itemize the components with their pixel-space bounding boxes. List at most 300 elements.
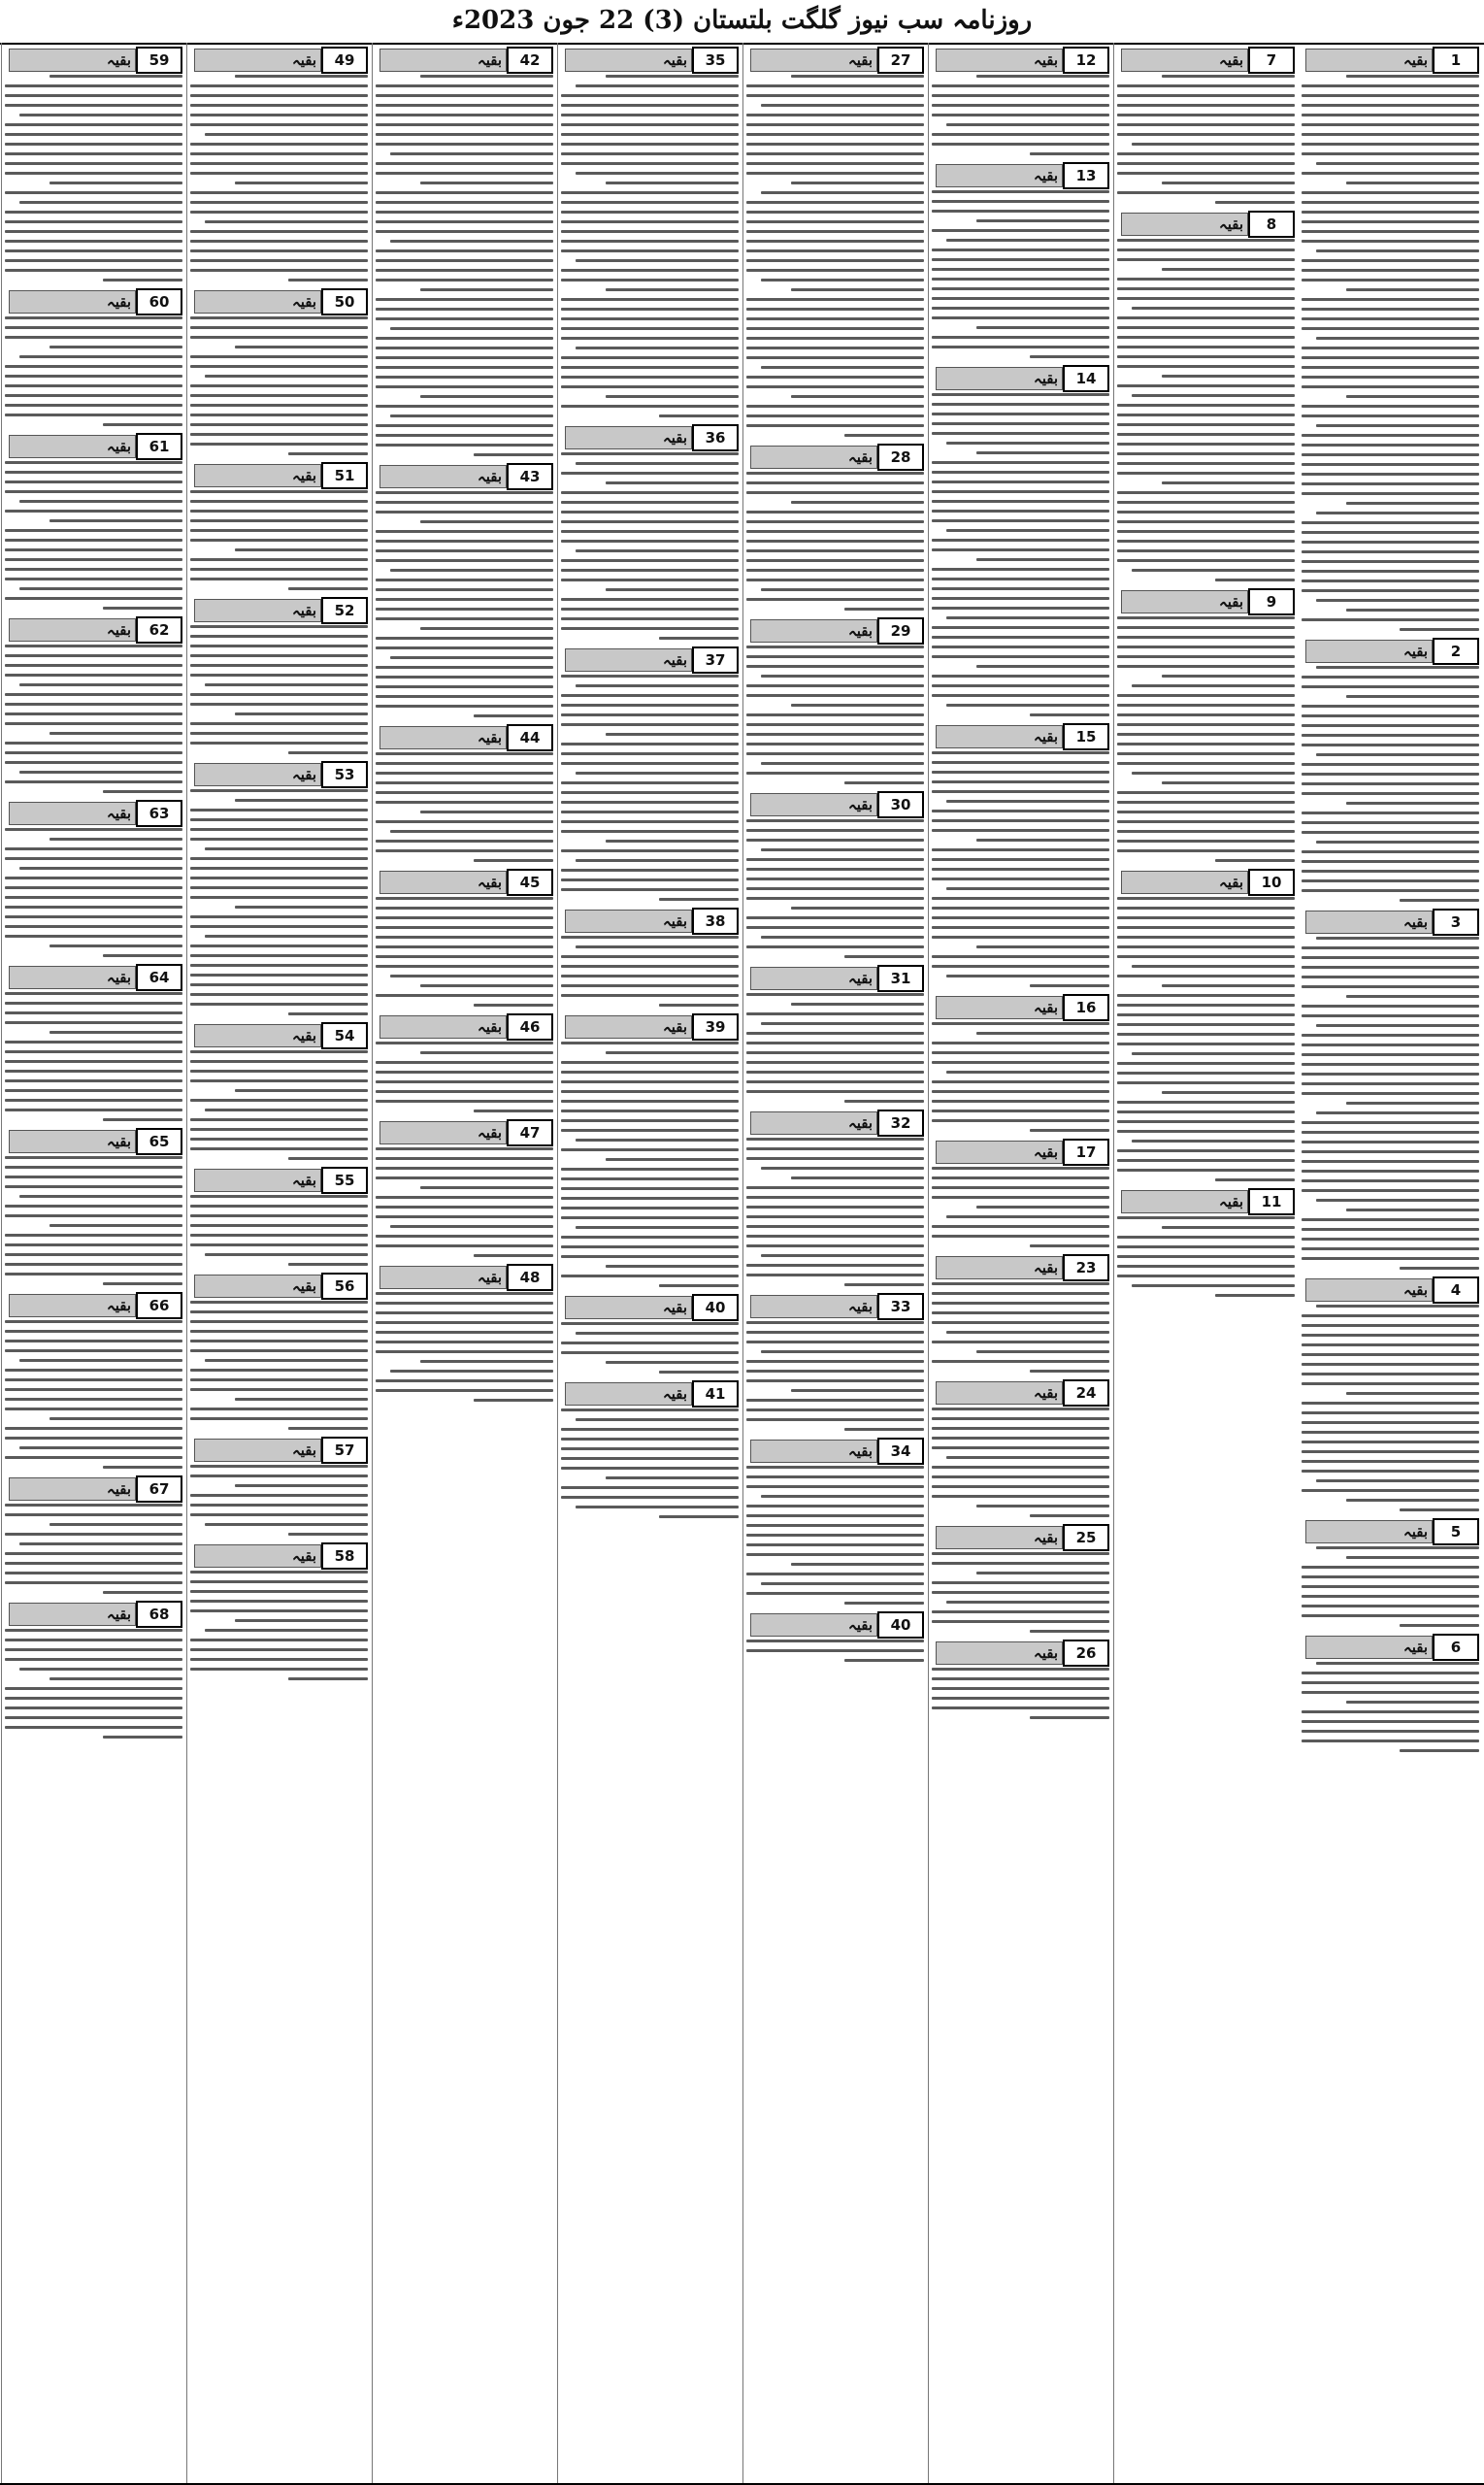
- text-line: [746, 327, 924, 330]
- text-line: [1302, 114, 1479, 116]
- continuation-block: [5, 616, 182, 793]
- text-line: [576, 772, 739, 775]
- text-line: [561, 1457, 739, 1460]
- text-line: [5, 375, 182, 378]
- text-line: [376, 1196, 553, 1199]
- text-line: [932, 307, 1109, 310]
- continuation-block: [376, 869, 553, 1007]
- article-text-body: [5, 828, 182, 957]
- continuation-label: بقیہ: [106, 969, 131, 986]
- text-line: [1302, 763, 1479, 766]
- text-line: [103, 1118, 182, 1121]
- text-line: [103, 1591, 182, 1594]
- text-line: [561, 1187, 739, 1190]
- continuation-block: [561, 424, 739, 640]
- text-line: [5, 1533, 182, 1536]
- text-line: [49, 1523, 182, 1526]
- text-line: [235, 548, 368, 551]
- text-line: [561, 1216, 739, 1219]
- text-line: [932, 278, 1109, 281]
- continuation-label-bar: [194, 290, 321, 314]
- text-line: [746, 1244, 924, 1247]
- text-line: [946, 887, 1109, 890]
- continuation-number-badge: 35: [692, 47, 739, 74]
- text-line: [5, 1398, 182, 1401]
- text-line: [1117, 540, 1295, 543]
- article-text-body: [1302, 666, 1479, 902]
- text-line: [746, 123, 924, 126]
- text-line: [190, 1079, 368, 1082]
- text-line: [1117, 926, 1295, 929]
- text-line: [1302, 1082, 1479, 1085]
- text-line: [561, 1322, 739, 1325]
- text-line: [5, 104, 182, 107]
- continuation-header: [190, 1022, 368, 1047]
- continuation-block: [376, 47, 553, 456]
- text-line: [1302, 792, 1479, 795]
- continuation-number-badge: 3: [1433, 909, 1479, 936]
- text-line: [5, 404, 182, 407]
- text-line: [5, 1629, 182, 1632]
- continuation-block: [1117, 588, 1295, 862]
- text-line: [288, 1157, 368, 1160]
- text-line: [1117, 820, 1295, 823]
- continuation-label-bar: [9, 49, 136, 72]
- text-line: [761, 279, 924, 282]
- text-line: [746, 559, 924, 562]
- text-line: [561, 356, 739, 359]
- continuation-block: [190, 47, 368, 282]
- text-line: [1030, 355, 1109, 358]
- text-line: [5, 1060, 182, 1063]
- text-line: [932, 1706, 1109, 1709]
- text-line: [376, 772, 553, 775]
- continuation-header: [190, 1167, 368, 1192]
- text-line: [190, 510, 368, 513]
- text-line: [190, 1609, 368, 1612]
- text-line: [932, 1110, 1109, 1112]
- text-line: [420, 520, 553, 523]
- continuation-label-bar: [1121, 590, 1248, 613]
- text-line: [376, 695, 553, 698]
- continuation-label: بقیہ: [477, 1124, 502, 1142]
- text-line: [1117, 114, 1295, 116]
- text-line: [1302, 1257, 1479, 1260]
- text-line: [932, 1186, 1109, 1189]
- text-line: [746, 1408, 924, 1411]
- text-line: [746, 1321, 924, 1324]
- text-line: [561, 1071, 739, 1074]
- text-line: [49, 1031, 182, 1034]
- text-line: [1302, 191, 1479, 194]
- text-line: [376, 1042, 553, 1044]
- continuation-number-badge: 40: [877, 1611, 924, 1639]
- text-line: [1400, 1508, 1479, 1511]
- text-line: [190, 1474, 368, 1477]
- text-line: [376, 114, 553, 116]
- text-line: [1302, 705, 1479, 708]
- continuation-label: بقیہ: [291, 1441, 316, 1459]
- text-line: [606, 395, 739, 398]
- text-line: [5, 1427, 182, 1430]
- text-line: [791, 1003, 924, 1006]
- text-line: [561, 530, 739, 533]
- text-line: [946, 616, 1109, 619]
- text-line: [561, 1168, 739, 1171]
- text-line: [376, 945, 553, 948]
- text-line: [932, 1100, 1109, 1103]
- text-line: [1302, 240, 1479, 243]
- continuation-label: بقیہ: [662, 651, 687, 669]
- text-line: [5, 414, 182, 416]
- text-line: [190, 1417, 368, 1420]
- continuation-header: [1302, 909, 1479, 934]
- text-line: [761, 1495, 924, 1498]
- text-line: [1302, 1063, 1479, 1066]
- text-line: [19, 683, 182, 686]
- text-line: [288, 1533, 368, 1536]
- text-line: [103, 1736, 182, 1739]
- text-line: [1302, 1373, 1479, 1375]
- article-text-body: [932, 1282, 1109, 1373]
- text-line: [376, 269, 553, 272]
- continuation-block: [190, 288, 368, 455]
- continuation-label: بقیہ: [1218, 1193, 1243, 1210]
- text-line: [561, 975, 739, 977]
- text-line: [932, 868, 1109, 871]
- text-line: [190, 818, 368, 821]
- text-line: [932, 1360, 1109, 1363]
- continuation-number-badge: 54: [321, 1022, 368, 1049]
- text-line: [376, 840, 553, 843]
- text-line: [190, 355, 368, 358]
- continuation-block: [376, 1119, 553, 1257]
- continuation-block: [5, 1128, 182, 1285]
- text-line: [1162, 781, 1295, 784]
- continuation-header: [746, 1438, 924, 1463]
- text-line: [561, 1061, 739, 1064]
- text-line: [1117, 152, 1295, 155]
- text-line: [576, 347, 739, 349]
- text-line: [561, 201, 739, 204]
- text-line: [5, 1572, 182, 1574]
- text-line: [190, 964, 368, 967]
- text-line: [1346, 1209, 1479, 1211]
- text-line: [5, 326, 182, 329]
- text-line: [1302, 889, 1479, 892]
- continuation-label: بقیہ: [291, 467, 316, 484]
- text-line: [5, 828, 182, 831]
- text-line: [932, 1225, 1109, 1228]
- text-line: [932, 480, 1109, 483]
- text-line: [190, 1070, 368, 1073]
- text-line: [288, 1427, 368, 1430]
- text-line: [746, 317, 924, 320]
- text-line: [190, 1320, 368, 1323]
- text-line: [190, 326, 368, 329]
- text-line: [5, 480, 182, 483]
- text-line: [932, 1235, 1109, 1238]
- text-line: [190, 568, 368, 571]
- text-line: [932, 84, 1109, 87]
- text-line: [1117, 162, 1295, 165]
- continuation-label-bar: [936, 1641, 1063, 1665]
- text-line: [190, 201, 368, 204]
- continuation-label: بقیہ: [1033, 1644, 1058, 1662]
- text-line: [791, 501, 924, 504]
- text-line: [190, 211, 368, 214]
- text-line: [49, 75, 182, 78]
- text-line: [205, 375, 368, 378]
- article-text-body: [1302, 75, 1479, 631]
- article-text-body: [1302, 1305, 1479, 1511]
- text-line: [746, 1379, 924, 1382]
- text-line: [5, 992, 182, 995]
- text-line: [376, 849, 553, 852]
- continuation-label: بقیہ: [291, 293, 316, 311]
- text-line: [932, 771, 1109, 774]
- text-line: [190, 722, 368, 725]
- continuation-header: [1117, 47, 1295, 72]
- text-line: [49, 1677, 182, 1680]
- article-text-body: [5, 1504, 182, 1594]
- text-line: [5, 316, 182, 319]
- text-line: [1030, 1129, 1109, 1132]
- text-line: [1117, 665, 1295, 668]
- text-line: [576, 1226, 739, 1229]
- text-line: [1132, 684, 1295, 687]
- text-line: [1316, 1024, 1479, 1027]
- text-line: [1400, 1267, 1479, 1270]
- article-text-body: [932, 1022, 1109, 1132]
- text-line: [576, 84, 739, 87]
- continuation-label-bar: [194, 1439, 321, 1462]
- text-line: [1302, 860, 1479, 863]
- text-line: [1117, 1149, 1295, 1152]
- text-line: [561, 123, 739, 126]
- text-line: [190, 1658, 368, 1661]
- text-line: [932, 1427, 1109, 1430]
- text-line: [1302, 152, 1479, 155]
- text-line: [376, 491, 553, 494]
- continuation-number-badge: 65: [136, 1128, 182, 1155]
- text-line: [19, 114, 182, 116]
- text-line: [1316, 841, 1479, 844]
- text-line: [932, 607, 1109, 610]
- text-line: [5, 94, 182, 97]
- text-line: [376, 444, 553, 447]
- text-line: [1302, 1720, 1479, 1723]
- continuation-label-bar: [1121, 49, 1248, 72]
- text-line: [5, 1185, 182, 1188]
- continuation-number-badge: 14: [1063, 365, 1109, 392]
- text-line: [1117, 1013, 1295, 1016]
- text-line: [1302, 327, 1479, 330]
- text-line: [844, 1659, 924, 1662]
- text-line: [1302, 946, 1479, 949]
- text-line: [932, 413, 1109, 415]
- text-line: [235, 799, 368, 802]
- text-line: [5, 742, 182, 745]
- text-line: [1302, 1382, 1479, 1385]
- text-line: [103, 423, 182, 426]
- text-line: [190, 1639, 368, 1641]
- continuation-number-badge: 11: [1248, 1188, 1295, 1215]
- text-line: [376, 955, 553, 958]
- text-line: [1117, 559, 1295, 562]
- continuation-label-bar: [936, 996, 1063, 1019]
- text-line: [5, 240, 182, 243]
- text-line: [1215, 579, 1295, 581]
- text-line: [976, 1505, 1109, 1508]
- continuation-block: [561, 1013, 739, 1287]
- text-line: [1316, 337, 1479, 340]
- continuation-label: بقیہ: [106, 1480, 131, 1498]
- text-line: [932, 829, 1109, 832]
- continuation-number-badge: 16: [1063, 994, 1109, 1021]
- text-line: [1030, 713, 1109, 716]
- text-line: [5, 1243, 182, 1246]
- text-line: [5, 664, 182, 667]
- text-line: [932, 675, 1109, 678]
- text-line: [761, 1254, 924, 1257]
- continuation-label: بقیہ: [1218, 51, 1243, 69]
- continuation-number-badge: 52: [321, 597, 368, 624]
- text-line: [561, 1129, 739, 1132]
- text-line: [1117, 191, 1295, 194]
- text-line: [932, 936, 1109, 939]
- text-line: [1162, 675, 1295, 678]
- text-line: [576, 945, 739, 948]
- text-line: [376, 1350, 553, 1353]
- continuation-header: [561, 1380, 739, 1406]
- continuation-number-badge: 46: [507, 1013, 553, 1041]
- text-line: [746, 1090, 924, 1093]
- text-line: [205, 683, 368, 686]
- text-line: [376, 791, 553, 794]
- text-line: [561, 820, 739, 823]
- text-line: [791, 1389, 924, 1392]
- article-text-body: [932, 1552, 1109, 1633]
- text-line: [932, 655, 1109, 658]
- text-line: [190, 944, 368, 947]
- text-line: [1117, 1023, 1295, 1026]
- text-line: [746, 1206, 924, 1209]
- text-line: [1117, 752, 1295, 755]
- text-line: [5, 1562, 182, 1565]
- text-line: [746, 230, 924, 233]
- text-line: [1302, 453, 1479, 456]
- text-line: [761, 936, 924, 939]
- text-line: [1117, 326, 1295, 329]
- text-line: [190, 384, 368, 387]
- text-line: [976, 75, 1109, 78]
- text-line: [561, 191, 739, 194]
- text-line: [1302, 473, 1479, 476]
- continuation-label-bar: [750, 967, 877, 990]
- text-line: [932, 790, 1109, 793]
- text-line: [5, 1639, 182, 1641]
- continuation-block: [1302, 1276, 1479, 1511]
- text-line: [376, 172, 553, 175]
- text-line: [1302, 1141, 1479, 1143]
- text-line: [932, 761, 1109, 764]
- text-line: [190, 365, 368, 368]
- text-line: [746, 405, 924, 408]
- continuation-block: [376, 724, 553, 862]
- text-line: [761, 104, 924, 107]
- text-line: [561, 801, 739, 804]
- continuation-block: [932, 1640, 1109, 1719]
- text-line: [5, 1156, 182, 1159]
- text-line: [1117, 1081, 1295, 1084]
- text-line: [390, 327, 553, 330]
- text-line: [1302, 773, 1479, 776]
- continuation-block: [746, 1293, 924, 1431]
- text-line: [235, 1398, 368, 1401]
- text-line: [1117, 336, 1295, 339]
- continuation-label-bar: [379, 1121, 507, 1144]
- continuation-label: بقیہ: [477, 1018, 502, 1036]
- text-line: [932, 500, 1109, 503]
- article-text-body: [190, 490, 368, 590]
- continuation-header: [932, 1524, 1109, 1549]
- text-line: [746, 1080, 924, 1083]
- continuation-block: [746, 1438, 924, 1605]
- continuation-label-bar: [194, 1169, 321, 1192]
- continuation-label: بقیہ: [291, 1277, 316, 1295]
- continuation-label: بقیہ: [477, 1269, 502, 1286]
- text-line: [561, 511, 739, 514]
- text-line: [746, 772, 924, 775]
- text-line: [746, 1543, 924, 1546]
- article-text-body: [376, 752, 553, 862]
- text-line: [1117, 1033, 1295, 1036]
- continuation-label: بقیہ: [662, 429, 687, 447]
- continuation-number-badge: 48: [507, 1264, 553, 1291]
- text-line: [746, 1051, 924, 1054]
- text-line: [5, 1253, 182, 1256]
- text-line: [1316, 937, 1479, 940]
- text-line: [746, 829, 924, 832]
- text-line: [390, 1225, 553, 1228]
- text-line: [376, 424, 553, 427]
- text-line: [190, 886, 368, 889]
- text-line: [474, 453, 553, 456]
- text-line: [376, 965, 553, 968]
- text-line: [1346, 695, 1479, 698]
- text-line: [1302, 560, 1479, 563]
- text-line: [1117, 423, 1295, 426]
- continuation-number-badge: 13: [1063, 162, 1109, 189]
- text-line: [205, 935, 368, 938]
- text-line: [976, 1350, 1109, 1353]
- text-line: [791, 907, 924, 910]
- text-line: [1162, 1091, 1295, 1094]
- text-line: [746, 201, 924, 204]
- continuation-block: [1117, 1188, 1295, 1297]
- continuation-label-bar: [9, 618, 136, 642]
- text-line: [561, 1342, 739, 1344]
- text-line: [1162, 1226, 1295, 1229]
- text-line: [1316, 1305, 1479, 1308]
- continuation-label-bar: [9, 435, 136, 458]
- text-line: [932, 1417, 1109, 1420]
- text-line: [791, 75, 924, 78]
- article-text-body: [932, 75, 1109, 155]
- text-line: [1117, 1169, 1295, 1172]
- continuation-number-badge: 6: [1433, 1634, 1479, 1661]
